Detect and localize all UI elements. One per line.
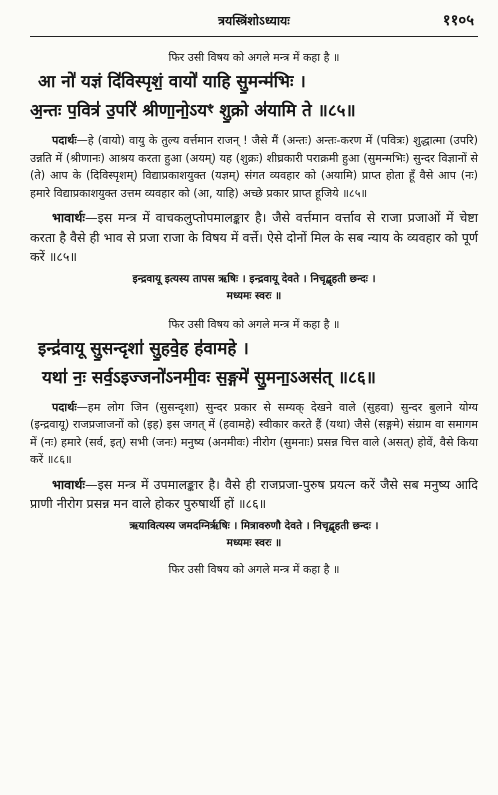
svara-line: मध्यमः स्वरः ॥: [226, 536, 282, 549]
section-intro: फिर उसी विषय को अगले मन्त्र में कहा है ॥: [168, 51, 340, 64]
page-header: [30, 0, 478, 44]
svara-line: मध्यमः स्वरः ॥: [226, 289, 282, 302]
bhavartha-text: —इस मन्त्र में वाचकलुप्तोपमालङ्कार है। जैसे वर्त्तमान वर्त्ताव से राजा प्रजाओं में चेष्टा करता है वैसे ही भाव से प्रजा राजा के विषय में वर्त्ते। ऐसे दोनों मिल के सब न्याय के व्यवहार को पूर्ण करें ॥८५॥: [30, 210, 478, 264]
section-intro: फिर उसी विषय को अगले मन्त्र में कहा है ॥: [168, 317, 340, 331]
page-number: ११०५: [442, 11, 474, 29]
mantra-section-85: [30, 50, 478, 305]
next-section-intro: फिर उसी विषय को अगले मन्त्र में कहा है ॥: [168, 562, 340, 576]
padartha-text: —हे (वायो) वायु के तुल्य वर्त्तमान राजन् ! जैसे मैं (अन्तः) अन्तः-करण में (पवित्रः) शुद्धात्मा (उपरि) उन्नति में (श्रीणानः) आश्रय करता हुआ (अयम्) यह (शुक्रः) शीघ्रकारी पराक्रमी हुआ (सुमन्मभिः) सुन्दर विज्ञानों से (ते) आप के (दिविस्पृशम्) विद्याप्रकाशयुक्त (यज्ञम्) संगत व्यवहार को (अयामि) प्राप्त होता हूँ वैसे आप (नः) हमारे विद्याप्रकाशयुक्त उत्तम व्यवहार को (आ, याहि) अच्छे प्रकार प्राप्त हूजिये ॥८५॥: [30, 134, 478, 200]
padartha-label: पदार्थः: [52, 134, 77, 147]
padartha-paragraph: [30, 399, 478, 469]
bhavartha-label: भावार्थः: [52, 476, 85, 492]
padartha-label: पदार्थः: [52, 400, 77, 414]
rishi-devata-line: ऋयावित्यस्य जमदग्निर्ऋषिः । मित्रावरुणौ देवते । निचृद्बृहती छन्दः ।: [129, 519, 379, 532]
mantra-line: अ॒न्तः प॒वित्र॑ उ॒परि॑ श्रीणा॒नो॒ऽयꣳ शु॒क्रो अ॑यामि ते ॥८५॥: [30, 101, 356, 121]
header-rule: [30, 36, 478, 37]
rishi-devata-line: इन्द्रवायू इत्यस्य तापस ऋषिः । इन्द्रवायू देवते । निचृद्बृहती छन्दः ।: [132, 272, 376, 285]
mantra-line: इन्द्र॑वायू सु॒सन्दृशा॑ सु॒हवे॒ह ह॑वामहे ।: [38, 338, 249, 359]
mantra-line: आ नो॑ यज्ञं दि॑विस्पृशं॒ वायो॑ याहि सु॒मन्म॑भिः ।: [38, 72, 306, 92]
bhavartha-label: भावार्थः: [52, 210, 85, 225]
bhavartha-paragraph: [30, 475, 478, 514]
chapter-title: त्रयस्त्रिंशोऽध्यायः: [218, 13, 290, 28]
bhavartha-text: —इस मन्त्र में उपमालङ्कार है। वैसे ही राजप्रजा-पुरुष प्रयत्न करें जैसे सब मनुष्य आदि प्राणी नीरोग प्रसन्न मन वाले होकर पुरुषार्थी हों ॥८६॥: [30, 476, 478, 511]
bhavartha-paragraph: [30, 208, 478, 267]
mantra-line: यथा॑ नः॒ सर्व॒ऽइज्जनो॑ऽनमी॒वः स॒ङ्गमे॑ सु॒मना॒ऽअस॑त् ॥८६॥: [42, 367, 376, 388]
padartha-paragraph: [30, 132, 478, 202]
padartha-text: —हम लोग जिन (सुसन्दृशा) सुन्दर प्रकार से सम्यक् देखने वाले (सुहवा) सुन्दर बुलाने योग्य (इन्द्रवायू) राजप्रजाजनों को (इह) इस जगत् में (हवामहे) स्वीकार करते हैं (यथा) जैसे (सङ्गमे) संग्राम वा समागम में (नः) हमारे (सर्व, इत्) सभी (जनः) मनुष्य (अनमीवः) नीरोग (सुमनाः) प्रसन्न चित्त वाले (असत्) होवें, वैसे किया करें ॥८६॥: [30, 400, 478, 466]
mantra-section-86: [30, 317, 478, 552]
